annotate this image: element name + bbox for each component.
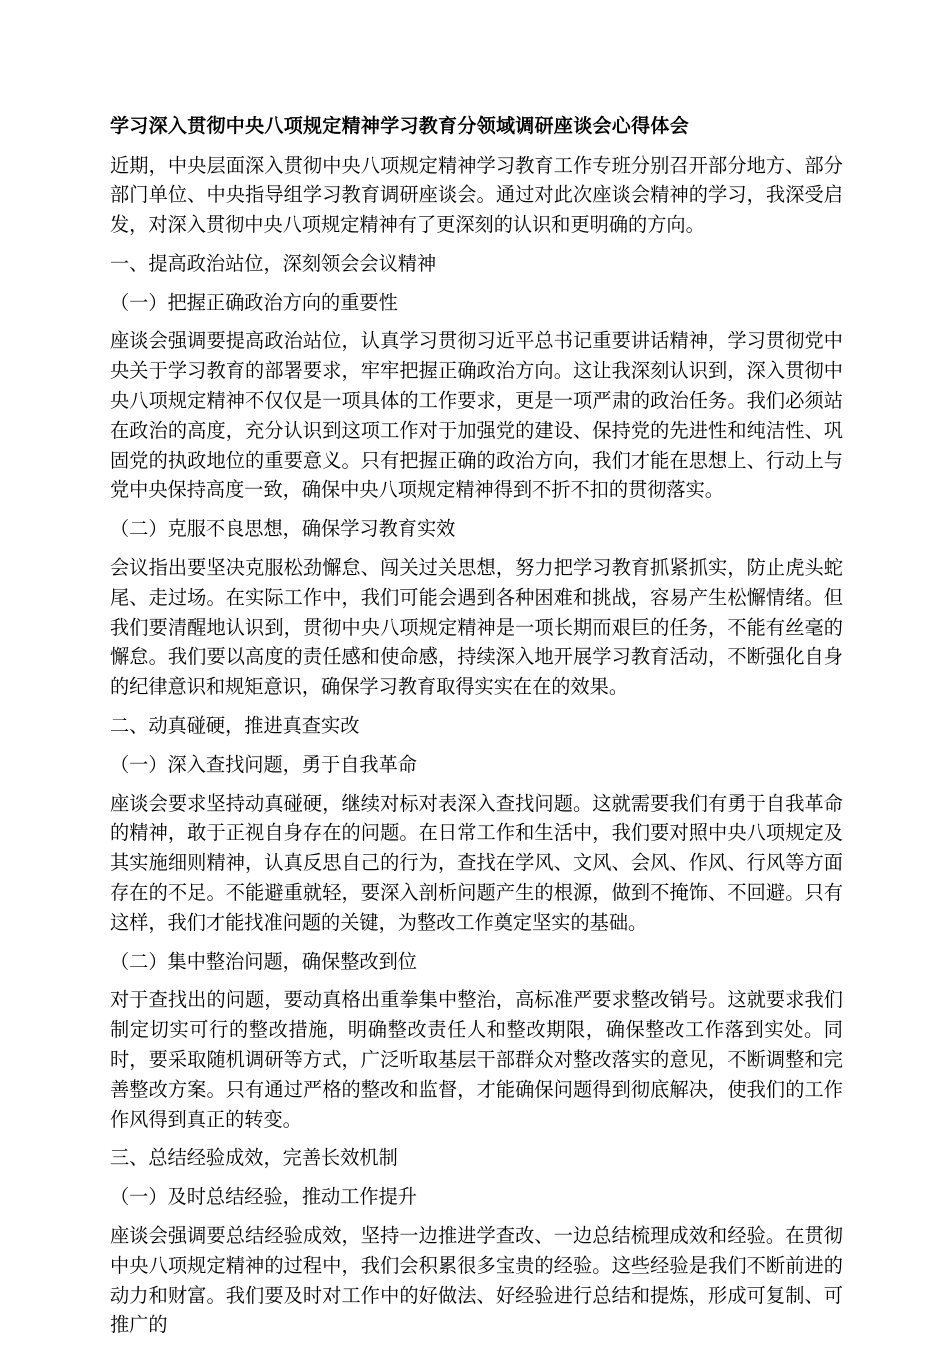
- section-heading-3: 三、总结经验成效，完善长效机制: [110, 1146, 398, 1170]
- subsection-heading-2-2: （二）集中整治问题，确保整改到位: [110, 949, 417, 973]
- intro-paragraph: 近期，中央层面深入贯彻中央八项规定精神学习教育工作专班分别召开部分地方、部分部门单位、中央指导组学习教育调研座谈会。通过对此次座谈会精神的学习，我深受启发，对深入贯彻中央八项规定精神有了更深刻的认识和更明确的方向。: [110, 153, 843, 237]
- subsection-body-2-1: 座谈会要求坚持动真碰硬，继续对标对表深入查找问题。这就需要我们有勇于自我革命的精神，敢于正视自身存在的问题。在日常工作和生活中，我们要对照中央八项规定及其实施细则精神，认真反思自己的行为，查找在学风、文风、会风、作风、行风等方面存在的不足。不能避重就轻，要深入剖析问题产生的根源，做到不掩饰、不回避。只有这样，我们才能找准问题的关键，为整改工作奠定坚实的基础。: [110, 791, 843, 934]
- page-title: 学习深入贯彻中央八项规定精神学习教育分领域调研座谈会心得体会: [110, 115, 690, 137]
- subsection-heading-3-1: （一）及时总结经验，推动工作提升: [110, 1185, 417, 1209]
- subsection-body-1-2: 会议指出要坚决克服松劲懈怠、闯关过关思想，努力把学习教育抓紧抓实，防止虎头蛇尾、走过场。在实际工作中，我们可能会遇到各种困难和挑战，容易产生松懈情绪。但我们要清醒地认识到，贯彻中央八项规定精神是一项长期而艰巨的任务，不能有丝毫的懈怠。我们要以高度的责任感和使命感，持续深入地开展学习教育活动，不断强化自身的纪律意识和规矩意识，确保学习教育取得实实在在的效果。: [110, 556, 843, 699]
- subsection-body-3-1: 座谈会强调要总结经验成效，坚持一边推进学查改、一边总结梳理成效和经验。在贯彻中央八项规定精神的过程中，我们会积累很多宝贵的经验。这些经验是我们不断前进的动力和财富。我们要及时对工作中的好做法、好经验进行总结和提炼，形成可复制、可推广的: [110, 1224, 843, 1337]
- section-heading-1: 一、提高政治站位，深刻领会会议精神: [110, 251, 437, 275]
- subsection-heading-1-1: （一）把握正确政治方向的重要性: [110, 290, 398, 314]
- subsection-heading-1-2: （二）克服不良思想，确保学习教育实效: [110, 517, 456, 541]
- section-heading-2: 二、动真碰硬，推进真查实改: [110, 714, 360, 738]
- document-body: [110, 112, 843, 1349]
- subsection-body-1-1: 座谈会强调要提高政治站位，认真学习贯彻习近平总书记重要讲话精神，学习贯彻党中央关于学习教育的部署要求，牢牢把握正确政治方向。这让我深刻认识到，深入贯彻中央八项规定精神不仅仅是一项具体的工作要求，更是一项严肃的政治任务。我们必须站在政治的高度，充分认识到这项工作对于加强党的建设、保持党的先进性和纯洁性、巩固党的执政地位的重要意义。只有把握正确的政治方向，我们才能在思想上、行动上与党中央保持高度一致，确保中央八项规定精神得到不折不扣的贯彻落实。: [110, 329, 843, 502]
- subsection-heading-2-1: （一）深入查找问题，勇于自我革命: [110, 752, 417, 776]
- subsection-body-2-2: 对于查找出的问题，要动真格出重拳集中整治，高标准严要求整改销号。这就要求我们制定切实可行的整改措施，明确整改责任人和整改期限，确保整改工作落到实处。同时，要采取随机调研等方式，广泛听取基层干部群众对整改落实的意见，不断调整和完善整改方案。只有通过严格的整改和监督，才能确保问题得到彻底解决，使我们的工作作风得到真正的转变。: [110, 988, 843, 1131]
